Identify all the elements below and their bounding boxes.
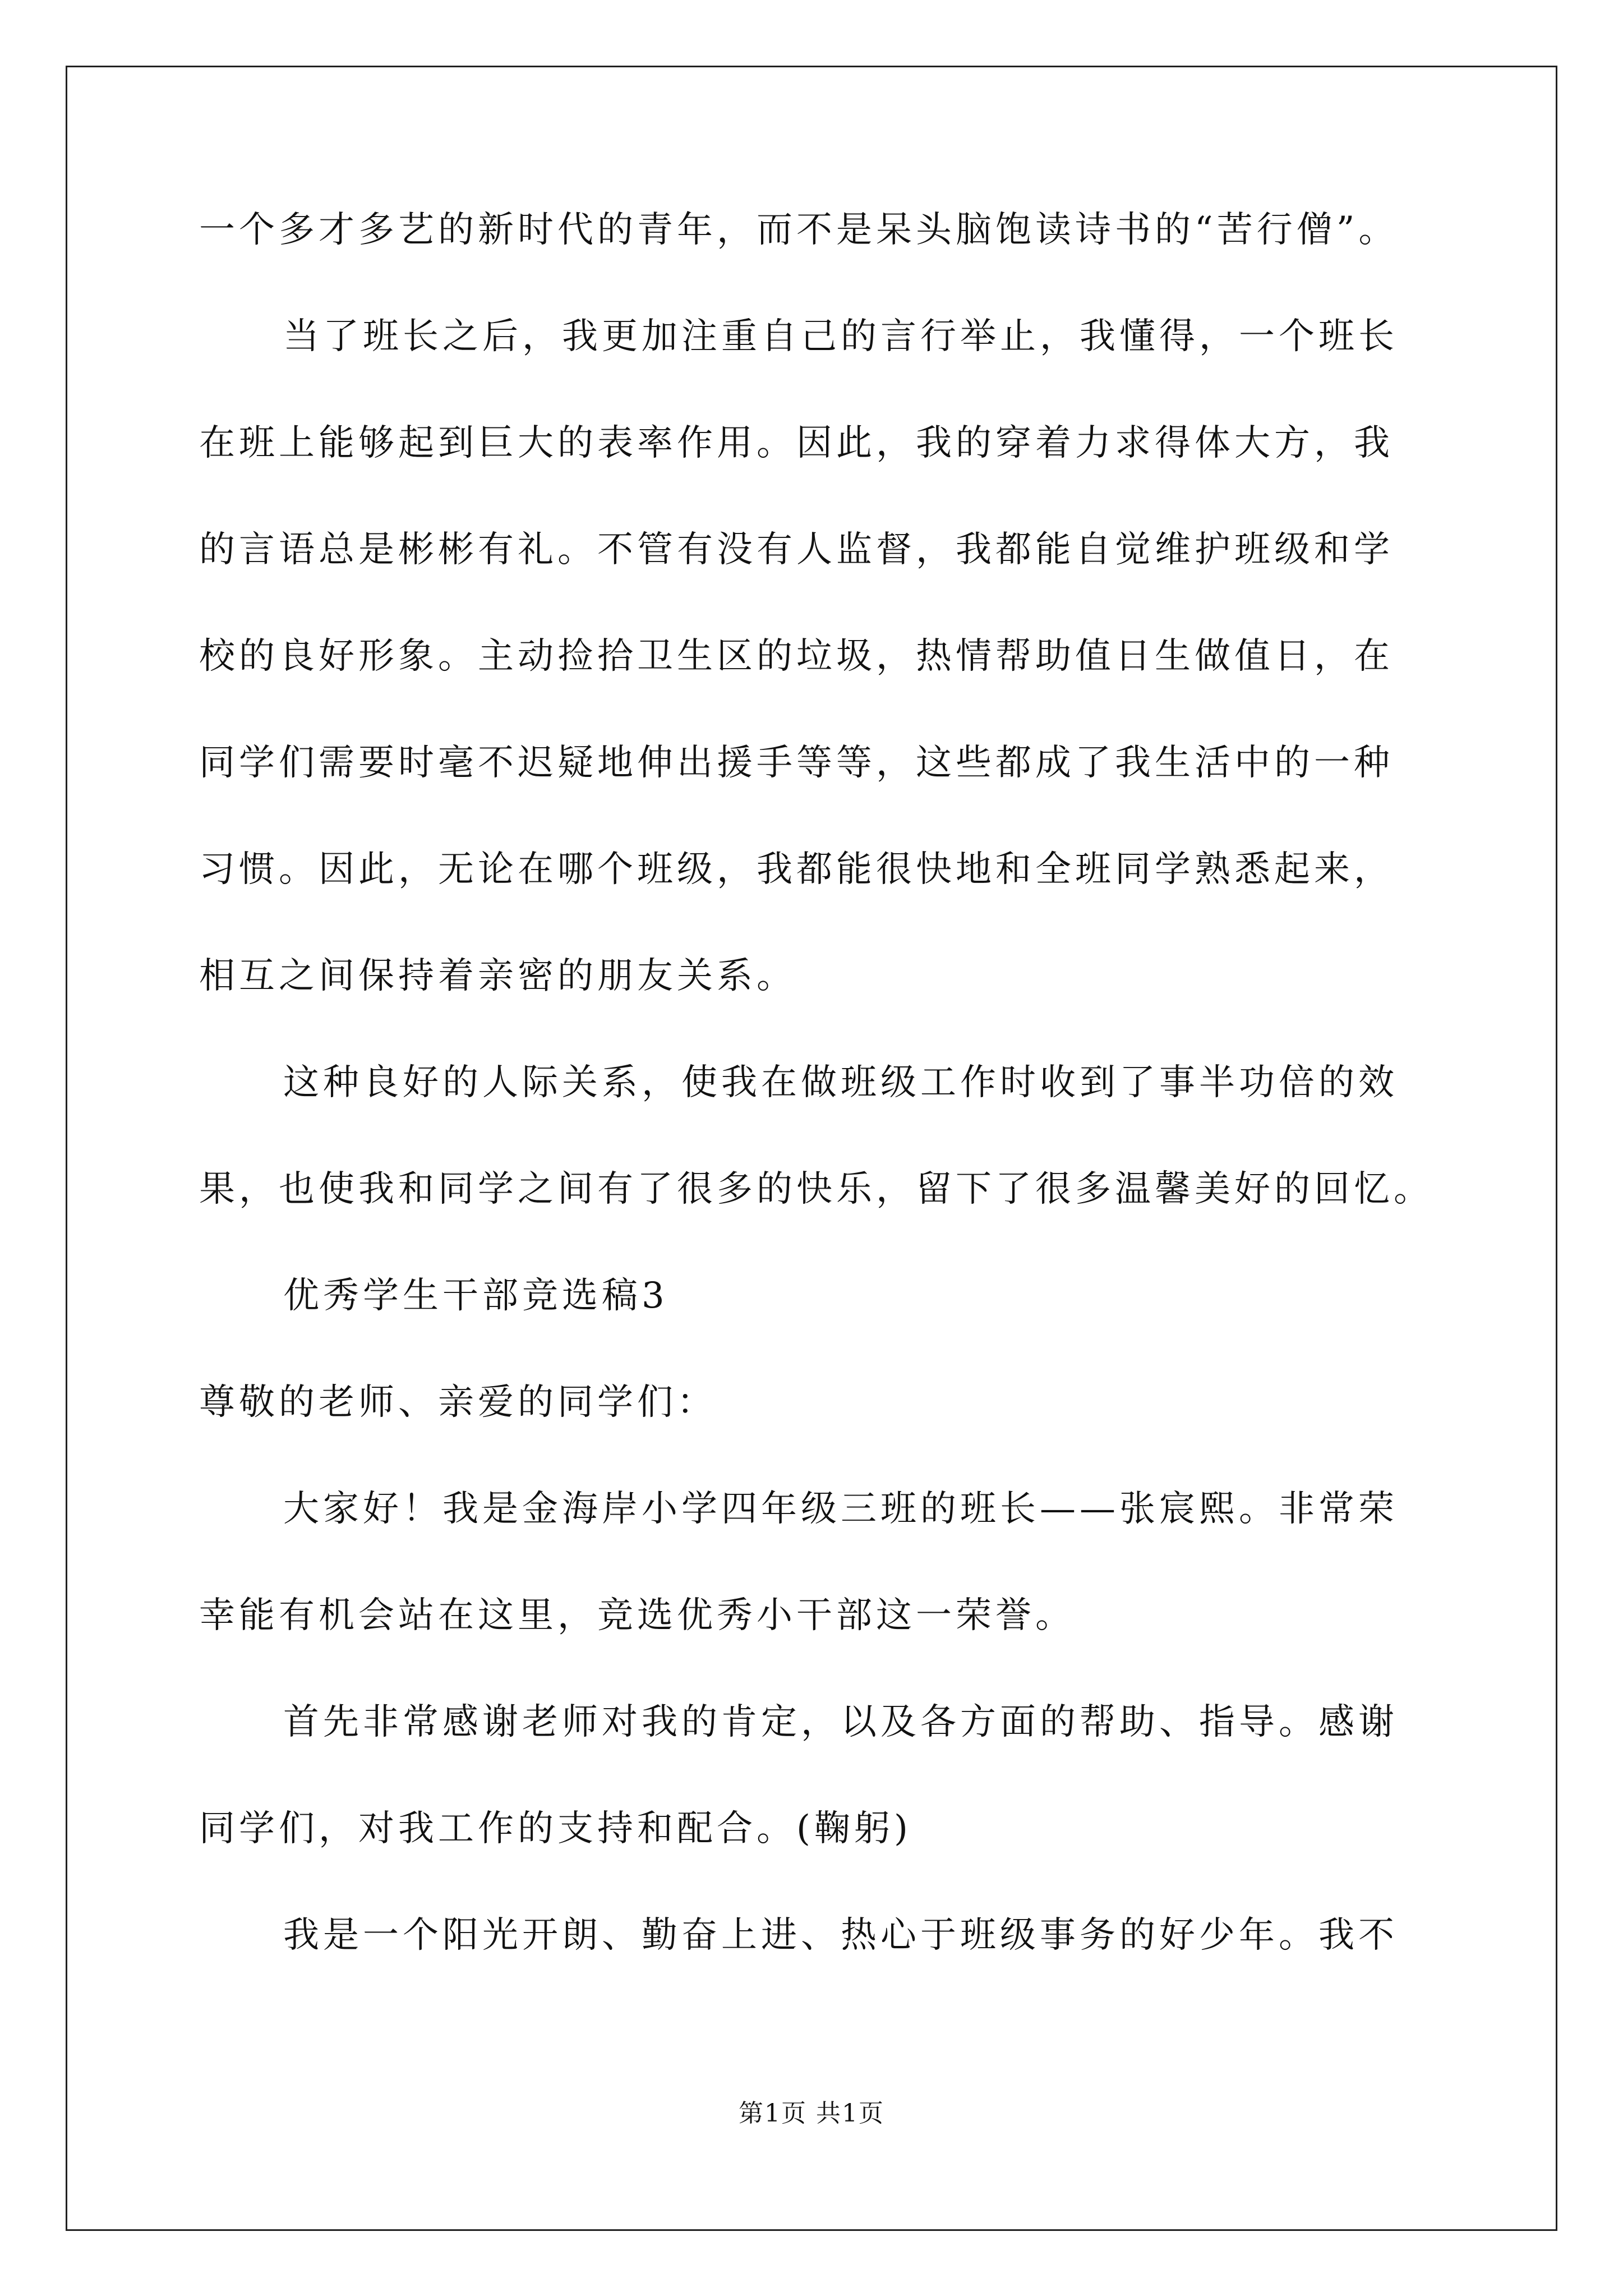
salutation: 尊敬的老师、亲爱的同学们： [199, 1382, 717, 1423]
section-heading: 优秀学生干部竞选稿3 [283, 1275, 668, 1317]
text-line: 一个多才多艺的新时代的青年，而不是呆头脑饱读诗书的“苦行僧”。 [199, 209, 1399, 251]
text-line: 校的良好形象。主动捡拾卫生区的垃圾，热情帮助值日生做值日，在 [199, 636, 1394, 677]
text-line: 在班上能够起到巨大的表率作用。因此，我的穿着力求得体大方，我 [199, 422, 1394, 464]
text-line: 幸能有机会站在这里，竞选优秀小干部这一荣誉。 [199, 1595, 1075, 1636]
text-line: 相互之间保持着亲密的朋友关系。 [199, 955, 796, 997]
text-line: 同学们需要时毫不迟疑地伸出援手等等，这些都成了我生活中的一种 [199, 742, 1394, 784]
text-line: 的言语总是彬彬有礼。不管有没有人监督，我都能自觉维护班级和学 [199, 529, 1394, 570]
text-line: 当了班长之后，我更加注重自己的言行举止，我懂得，一个班长 [283, 316, 1398, 357]
text-line: 果，也使我和同学之间有了很多的快乐，留下了很多温馨美好的回忆。 [199, 1168, 1433, 1210]
text-line: 这种良好的人际关系，使我在做班级工作时收到了事半功倍的效 [283, 1062, 1398, 1103]
page-footer: 第1页 共1页 [739, 2099, 884, 2128]
text-line: 习惯。因此，无论在哪个班级，我都能很快地和全班同学熟悉起来， [199, 849, 1394, 890]
text-line: 大家好！我是金海岸小学四年级三班的班长——张宸熙。非常荣 [283, 1488, 1398, 1530]
text-line: 同学们，对我工作的支持和配合。(鞠躬) [199, 1808, 912, 1849]
page-border [66, 66, 1557, 2231]
text-line: 首先非常感谢老师对我的肯定，以及各方面的帮助、指导。感谢 [283, 1701, 1398, 1743]
text-line: 我是一个阳光开朗、勤奋上进、热心于班级事务的好少年。我不 [283, 1915, 1398, 1956]
